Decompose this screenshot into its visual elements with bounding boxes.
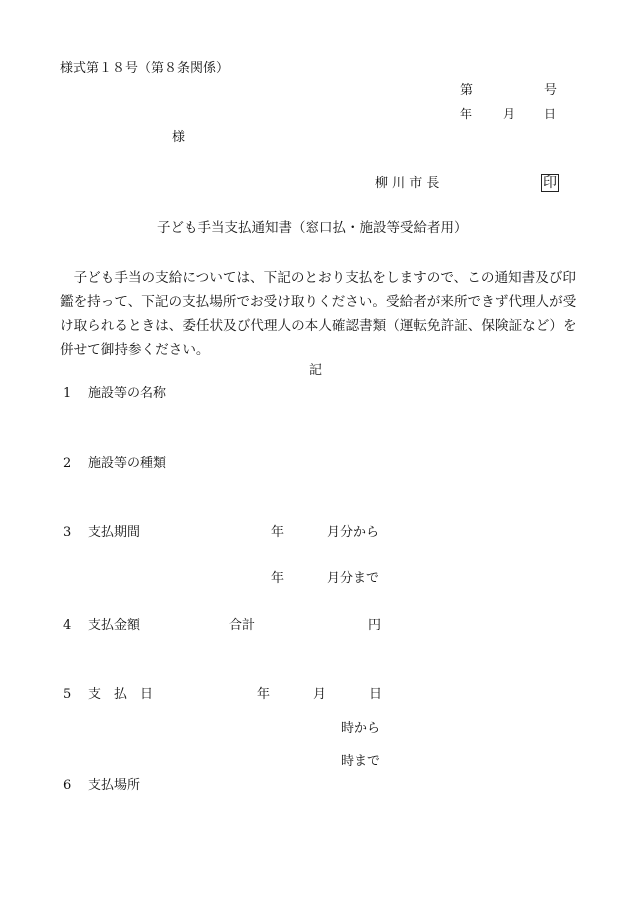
item3-to-month: 月分まで <box>327 571 380 586</box>
item4-number: 4 <box>63 618 72 633</box>
item4-yen: 円 <box>368 618 382 633</box>
doc-number-prefix: 第 <box>460 83 474 98</box>
date-month: 月 <box>503 107 516 121</box>
form-number: 様式第１８号（第８条関係） <box>60 61 230 76</box>
item1-number: 1 <box>63 386 72 401</box>
item4-total-label: 合計 <box>229 618 256 633</box>
issuer-name: 柳 川 市 長 <box>375 176 440 191</box>
item3-number: 3 <box>63 525 72 540</box>
body-text: 子ども手当の支給については、下記のとおり支払をしますので、この通知書及び印鑑を持って、下記の支払場所でお受け取りください。受給者が来所できず代理人が受け取られるときは、委任状及び代理人の本人確認書類（運転免許証、保険証など）を併せて御持参ください。 <box>60 270 577 358</box>
item2-number: 2 <box>63 456 72 471</box>
item5-time-from: 時から <box>341 721 381 736</box>
ki-heading: 記 <box>309 363 323 378</box>
item5-number: 5 <box>63 687 72 702</box>
item3-from-month: 月分から <box>327 525 380 540</box>
item3-from-year: 年 <box>271 525 285 540</box>
item2-label: 施設等の種類 <box>88 456 167 471</box>
item3-label: 支払期間 <box>88 525 141 540</box>
item5-label: 支 払 日 <box>88 687 154 702</box>
body-paragraph <box>60 266 588 362</box>
item1-label: 施設等の名称 <box>88 386 167 401</box>
date-day: 日 <box>544 107 557 121</box>
addressee-suffix: 様 <box>172 130 186 145</box>
seal-mark: 印 <box>543 175 557 191</box>
item4-label: 支払金額 <box>88 618 141 633</box>
date-year: 年 <box>460 107 473 121</box>
item6-label: 支払場所 <box>88 778 141 793</box>
item5-year: 年 <box>257 687 271 702</box>
doc-number-suffix: 号 <box>544 83 558 98</box>
item6-number: 6 <box>63 778 72 793</box>
item3-to-year: 年 <box>271 571 285 586</box>
item5-day: 日 <box>369 687 383 702</box>
item5-time-to: 時まで <box>341 754 381 769</box>
document-title: 子ども手当支払通知書（窓口払・施設等受給者用） <box>157 220 468 236</box>
item5-month: 月 <box>313 687 327 702</box>
